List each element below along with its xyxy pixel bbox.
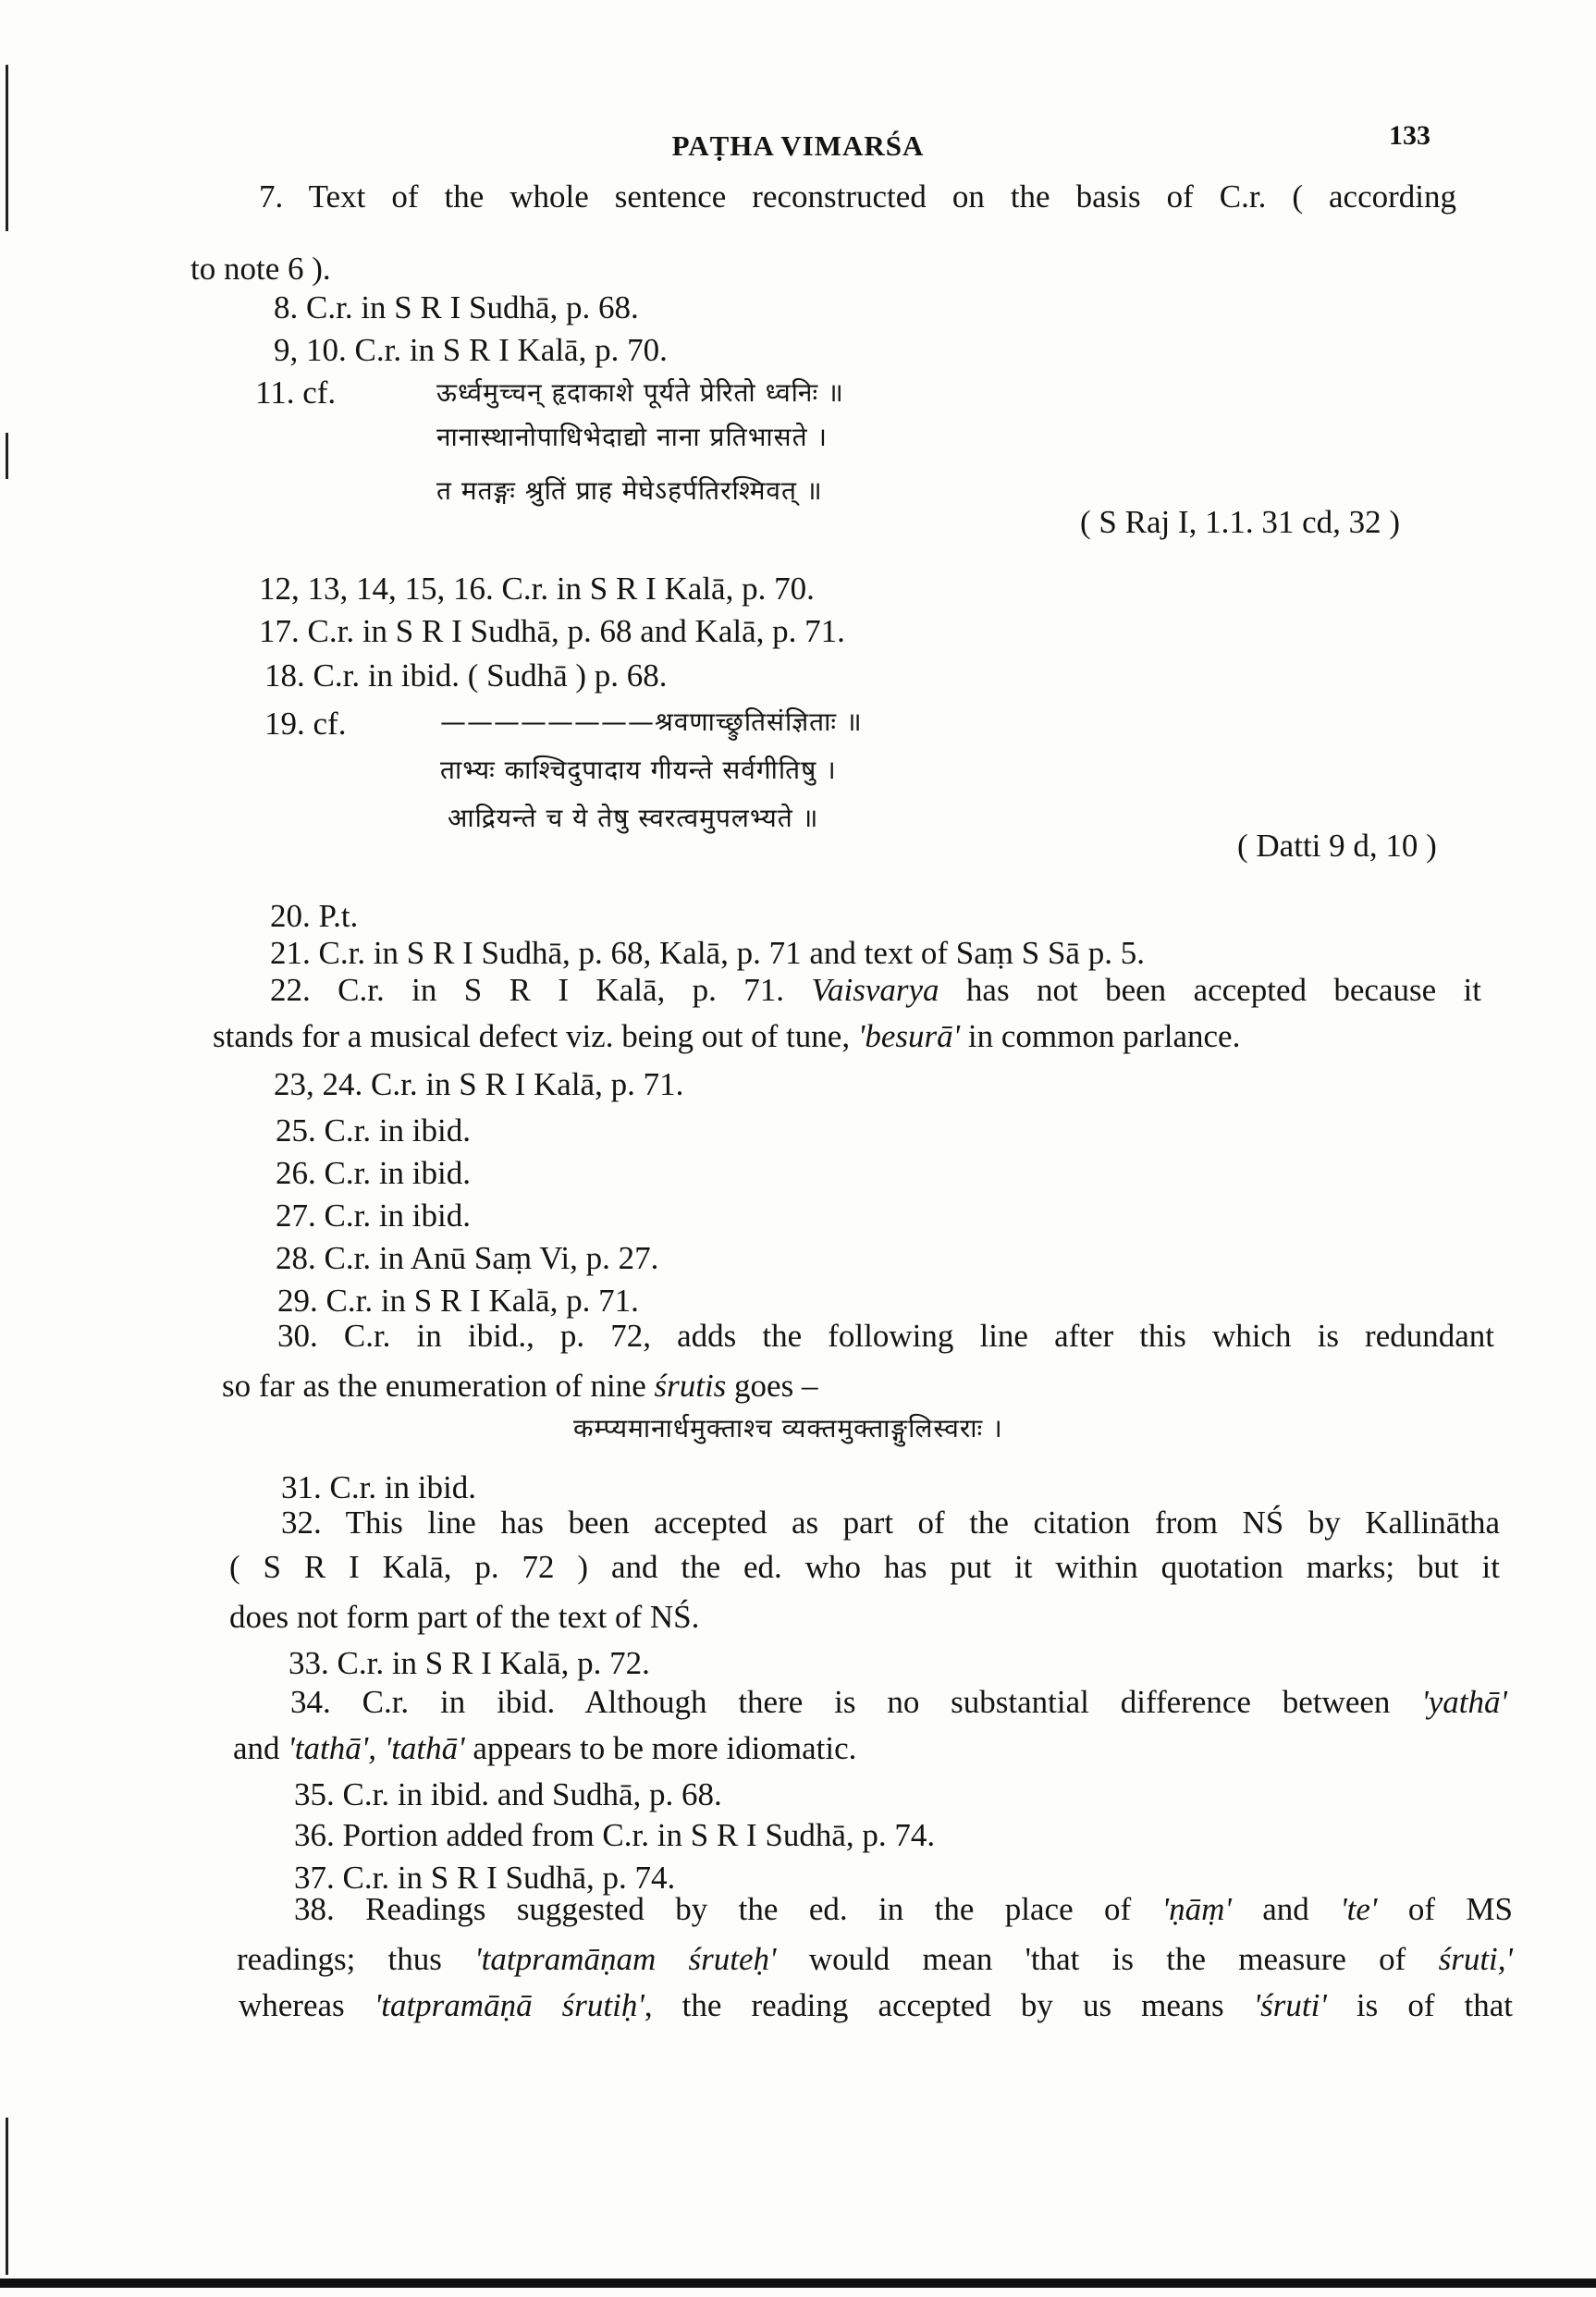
note-30-text-b: goes – [726,1368,818,1404]
scan-margin-mark [6,65,8,231]
note-22-text-a: 22. C.r. in S R I Kalā, p. 71. [270,972,812,1008]
note-38-text-h: is of that [1326,1987,1514,2023]
note-22-line-1 [270,969,1481,1012]
note-28: 28. C.r. in Anū Saṃ Vi, p. 27. [276,1240,659,1276]
note-34-term-2: 'tathā', 'tathā' [288,1730,465,1766]
note-32-line-2: ( S R I Kalā, p. 72 ) and the ed. who has put it within quotation marks; but it [229,1549,1500,1585]
note-34-text-a: 34. C.r. in ibid. Although there is no substantial difference between [290,1684,1422,1720]
note-29: 29. C.r. in S R I Kalā, p. 71. [277,1283,639,1319]
note-38-line-1 [294,1888,1513,1931]
note-12: 12, 13, 14, 15, 16. C.r. in S R I Kalā, p. 70. [259,571,815,607]
note-38-term-4: śruti,' [1438,1941,1514,1977]
note-11-verse-2: नानास्थानोपाधिभेदाद्यो नाना प्रतिभासते । [436,422,829,452]
note-30-verse: कम्प्यमानार्धमुक्ताश्च व्यक्तमुक्ताङ्गुलिस्वराः । [573,1413,1003,1443]
note-34-term: 'yathā' [1421,1684,1507,1720]
note-30-text-a: so far as the enumeration of nine [222,1368,655,1404]
note-19-verse-1: ————————श्रवणाच्छ्रुतिसंज्ञिताः ॥ [440,706,863,737]
note-32-line-3: does not form part of the text of NŚ. [229,1599,700,1635]
note-38-text-a: 38. Readings suggested by the ed. in the place of [294,1891,1162,1927]
note-11-label: 11. cf. [255,375,337,411]
note-30-term: śrutis [654,1368,727,1404]
note-11-verse-3: त मतङ्गः श्रुतिं प्राह मेघेऽहर्पतिरश्मिवत् ॥ [436,475,823,506]
note-37: 37. C.r. in S R I Sudhā, p. 74. [294,1860,676,1896]
note-11-verse-1: ऊर्ध्वमुच्चन् हृदाकाशे पूर्यते प्रेरितो ध्वनिः ॥ [436,377,844,408]
note-35: 35. C.r. in ibid. and Sudhā, p. 68. [294,1776,722,1812]
note-32-line-1: 32. This line has been accepted as part of the citation from NŚ by Kallinātha [281,1505,1500,1541]
scan-bottom-edge [0,2279,1596,2288]
note-38-text-g: , the reading accepted by us means [644,1987,1254,2023]
note-22-text-d: in common parlance. [960,1018,1241,1054]
note-30-line-2 [222,1365,817,1407]
note-17: 17. C.r. in S R I Sudhā, p. 68 and Kalā, p. 71. [259,613,845,649]
note-38-text-f: whereas [239,1987,374,2023]
note-38-term-1: 'ṇāṃ' [1161,1891,1232,1927]
note-21: 21. C.r. in S R I Sudhā, p. 68, Kalā, p. 71 and text of Saṃ S Sā p. 5. [270,935,1145,971]
note-20: 20. P.t. [270,898,359,934]
note-8: 8. C.r. in S R I Sudhā, p. 68. [274,289,639,326]
note-19-label: 19. cf. [264,706,347,742]
note-11-reference: ( S Raj I, 1.1. 31 cd, 32 ) [1080,504,1401,540]
note-22-term: Vaisvarya [811,972,939,1008]
note-38-text-e: would mean 'that is the measure of [776,1941,1439,1977]
note-18: 18. C.r. in ibid. ( Sudhā ) p. 68. [264,657,668,694]
note-34-text-c: appears to be more idiomatic. [464,1730,857,1766]
note-27: 27. C.r. in ibid. [276,1198,471,1234]
note-34-line-1 [290,1681,1507,1724]
note-38-text-b: and [1231,1891,1341,1927]
note-23: 23, 24. C.r. in S R I Kalā, p. 71. [274,1066,684,1102]
note-19-reference: ( Datti 9 d, 10 ) [1237,828,1437,864]
note-36: 36. Portion added from C.r. in S R I Sudhā, p. 74. [294,1817,936,1853]
note-26: 26. C.r. in ibid. [276,1155,471,1191]
note-38-line-3 [239,1984,1513,2027]
note-38-text-c: of MS [1377,1891,1513,1927]
note-19-verse-2: ताभ्यः काश्चिदुपादाय गीयन्ते सर्वगीतिषु । [440,755,837,785]
running-header: PAṬHA VIMARŚA [671,129,925,162]
note-7-line-2: to note 6 ). [190,251,331,287]
note-25: 25. C.r. in ibid. [276,1112,471,1148]
scan-margin-mark [6,2118,8,2275]
note-34-line-2 [233,1727,856,1770]
note-9: 9, 10. C.r. in S R I Kalā, p. 70. [274,332,668,368]
note-22-text-c: stands for a musical defect viz. being out of tune, [213,1018,858,1054]
note-22-text-b: has not been accepted because it [939,972,1481,1008]
note-38-text-d: readings; thus [237,1941,475,1977]
note-33: 33. C.r. in S R I Kalā, p. 72. [289,1645,650,1681]
note-31: 31. C.r. in ibid. [281,1469,476,1505]
note-38-term-3: 'tatpramāṇam śruteḥ' [474,1941,777,1977]
note-38-line-2 [237,1938,1513,1981]
note-38-term-6: 'śruti' [1253,1987,1327,2023]
note-22-term-2: 'besurā' [857,1018,961,1054]
note-7-line-1: 7. Text of the whole sentence reconstructed on the basis of C.r. ( according [259,178,1456,215]
note-19-verse-3: आद्रियन्ते च ये तेषु स्वरत्वमुपलभ्यते ॥ [448,803,819,833]
note-22-line-2 [213,1015,1240,1058]
note-38-term-5: 'tatpramāṇā śrutiḥ' [374,1987,645,2023]
note-34-text-b: and [233,1730,289,1766]
note-30-line-1: 30. C.r. in ibid., p. 72, adds the following line after this which is redundant [277,1318,1494,1354]
scan-margin-mark [6,433,8,479]
note-38-term-2: 'te' [1340,1891,1378,1927]
page-number: 133 [1389,120,1430,151]
